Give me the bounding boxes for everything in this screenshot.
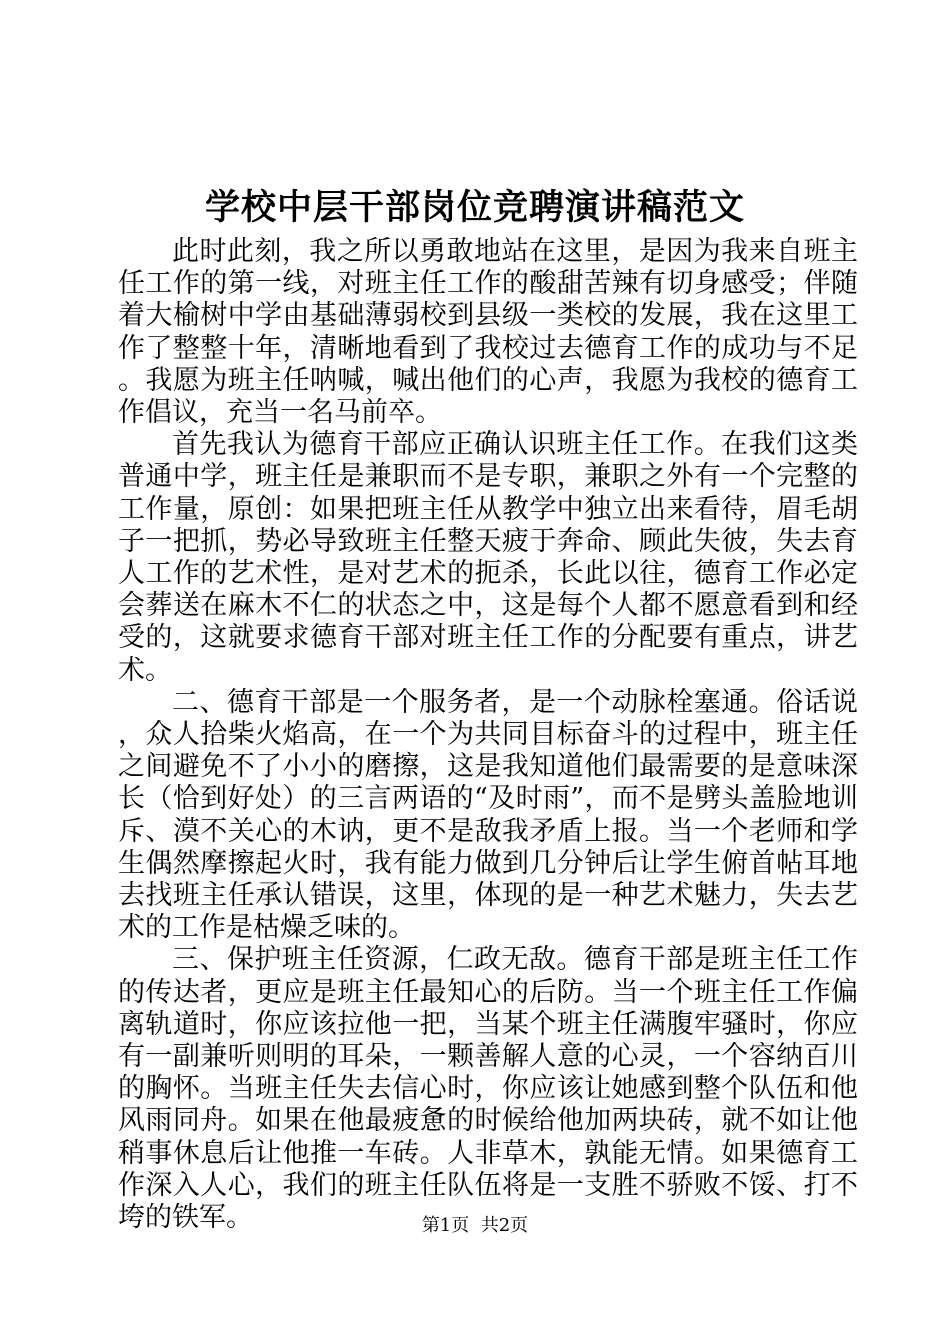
paragraph-1: 此时此刻，我之所以勇敢地站在这里，是因为我来自班主任工作的第一线，对班主任工作的酸甜苦辣有切身感受；伴随着大榆树中学由基础薄弱校到县级一类校的发展，我在这里工作了整整十年，清晰地看到了我校过去德育工作的成功与不足。我愿为班主任呐喊，喊出他们的心声，我愿为我校的德育工作倡议，充当一名马前卒。 [118, 236, 858, 429]
paragraph-2: 首先我认为德育干部应正确认识班主任工作。在我们这类普通中学，班主任是兼职而不是专职，兼职之外有一个完整的工作量，原创：如果把班主任从教学中独立出来看待，眉毛胡子一把抓，势必导致班主任整天疲于奔命、顾此失彼，失去育人工作的艺术性，是对艺术的扼杀，长此以往，德育工作必定会葬送在麻木不仁的状态之中，这是每个人都不愿意看到和经受的，这就要求德育干部对班主任工作的分配要有重点，讲艺术。 [118, 429, 858, 686]
paragraph-4: 三、保护班主任资源，仁政无敌。德育干部是班主任工作的传达者，更应是班主任最知心的后防。当一个班主任工作偏离轨道时，你应该拉他一把，当某个班主任满腹牢骚时，你应有一副兼听则明的耳朵，一颗善解人意的心灵，一个容纳百川的胸怀。当班主任失去信心时，你应该让她感到整个队伍和他风雨同舟。如果在他最疲惫的时候给他加两块砖，就不如让他稍事休息后让他推一车砖。人非草木，孰能无情。如果德育工作深入人心，我们的班主任队伍将是一支胜不骄败不馁、打不垮的铁军。 [118, 944, 858, 1234]
document-title: 学校中层干部岗位竞聘演讲稿范文 [204, 187, 745, 228]
document-body [118, 236, 858, 1234]
page-footer: 第1页 共2页 [421, 1215, 529, 1236]
paragraph-3: 二、德育干部是一个服务者，是一个动脉栓塞通。俗话说，众人拾柴火焰高，在一个为共同目标奋斗的过程中，班主任之间避免不了小小的磨擦，这是我知道他们最需要的是意味深长（恰到好处）的三言两语的“及时雨”，而不是劈头盖脸地训斥、漠不关心的木讷，更不是敌我矛盾上报。当一个老师和学生偶然摩擦起火时，我有能力做到几分钟后让学生俯首帖耳地去找班主任承认错误，这里，体现的是一种艺术魅力，失去艺术的工作是枯燥乏味的。 [118, 686, 858, 944]
